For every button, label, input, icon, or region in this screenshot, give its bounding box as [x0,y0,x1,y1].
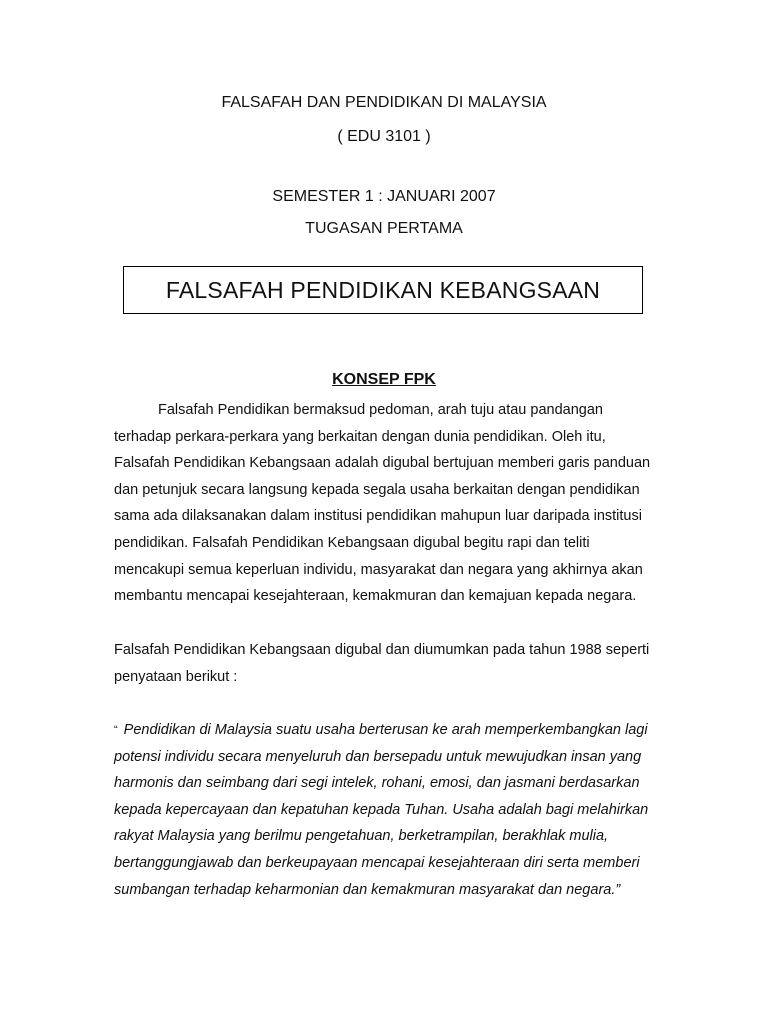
main-title-box [123,266,643,314]
course-code: ( EDU 3101 ) [337,128,431,145]
assignment-line: TUGASAN PERTAMA [305,220,463,237]
fpk-quote-text: Pendidikan di Malaysia suatu usaha berterusan ke arah memperkembangkan lagi potensi individu secara menyeluruh dan bersepadu untuk mewujudkan insan yang harmonis dan seimbang dari segi intelek, rohani, emosi, dan jasmani berdasarkan kepada kepercayaan dan kepatuhan kepada Tuhan. Usaha adalah bagi melahirkan rakyat Malaysia yang berilmu pengetahuan, berketrampilan, berakhlak mulia, bertanggungjawab dan berkeupayaan mencapai kesejahteraan diri serta memberi sumbangan terhadap keharmonian dan kemakmuran masyarakat dan negara.” [114,722,649,898]
quote-open-mark: “ [114,724,118,736]
semester-line: SEMESTER 1 : JANUARI 2007 [272,188,496,205]
announcement-paragraph: Falsafah Pendidikan Kebangsaan digubal dan diumumkan pada tahun 1988 seperti penyataan berikut : [114,642,650,685]
concept-paragraph: Falsafah Pendidikan bermaksud pedoman, arah tuju atau pandangan terhadap perkara-perkara yang berkaitan dengan dunia pendidikan. Oleh itu, Falsafah Pendidikan Kebangsaan adalah digubal bertujuan memberi garis panduan dan petunjuk secara langsung kepada segala usaha berkaitan dengan pendidikan sama ada dilaksanakan dalam institusi pendidikan mahupun luar daripada institusi pendidikan. Falsafah Pendidikan Kebangsaan digubal begitu rapi dan teliti mencakupi semua keperluan individu, masyarakat dan negara yang akhirnya akan membantu mencapai kesejahteraan, kemakmuran dan kemajuan kepada negara. [114,402,651,605]
section-heading: KONSEP FPK [332,371,436,388]
course-title: FALSAFAH DAN PENDIDIKAN DI MALAYSIA [221,94,547,111]
main-title: FALSAFAH PENDIDIKAN KEBANGSAAN [165,276,601,303]
fpk-quote [114,717,654,903]
